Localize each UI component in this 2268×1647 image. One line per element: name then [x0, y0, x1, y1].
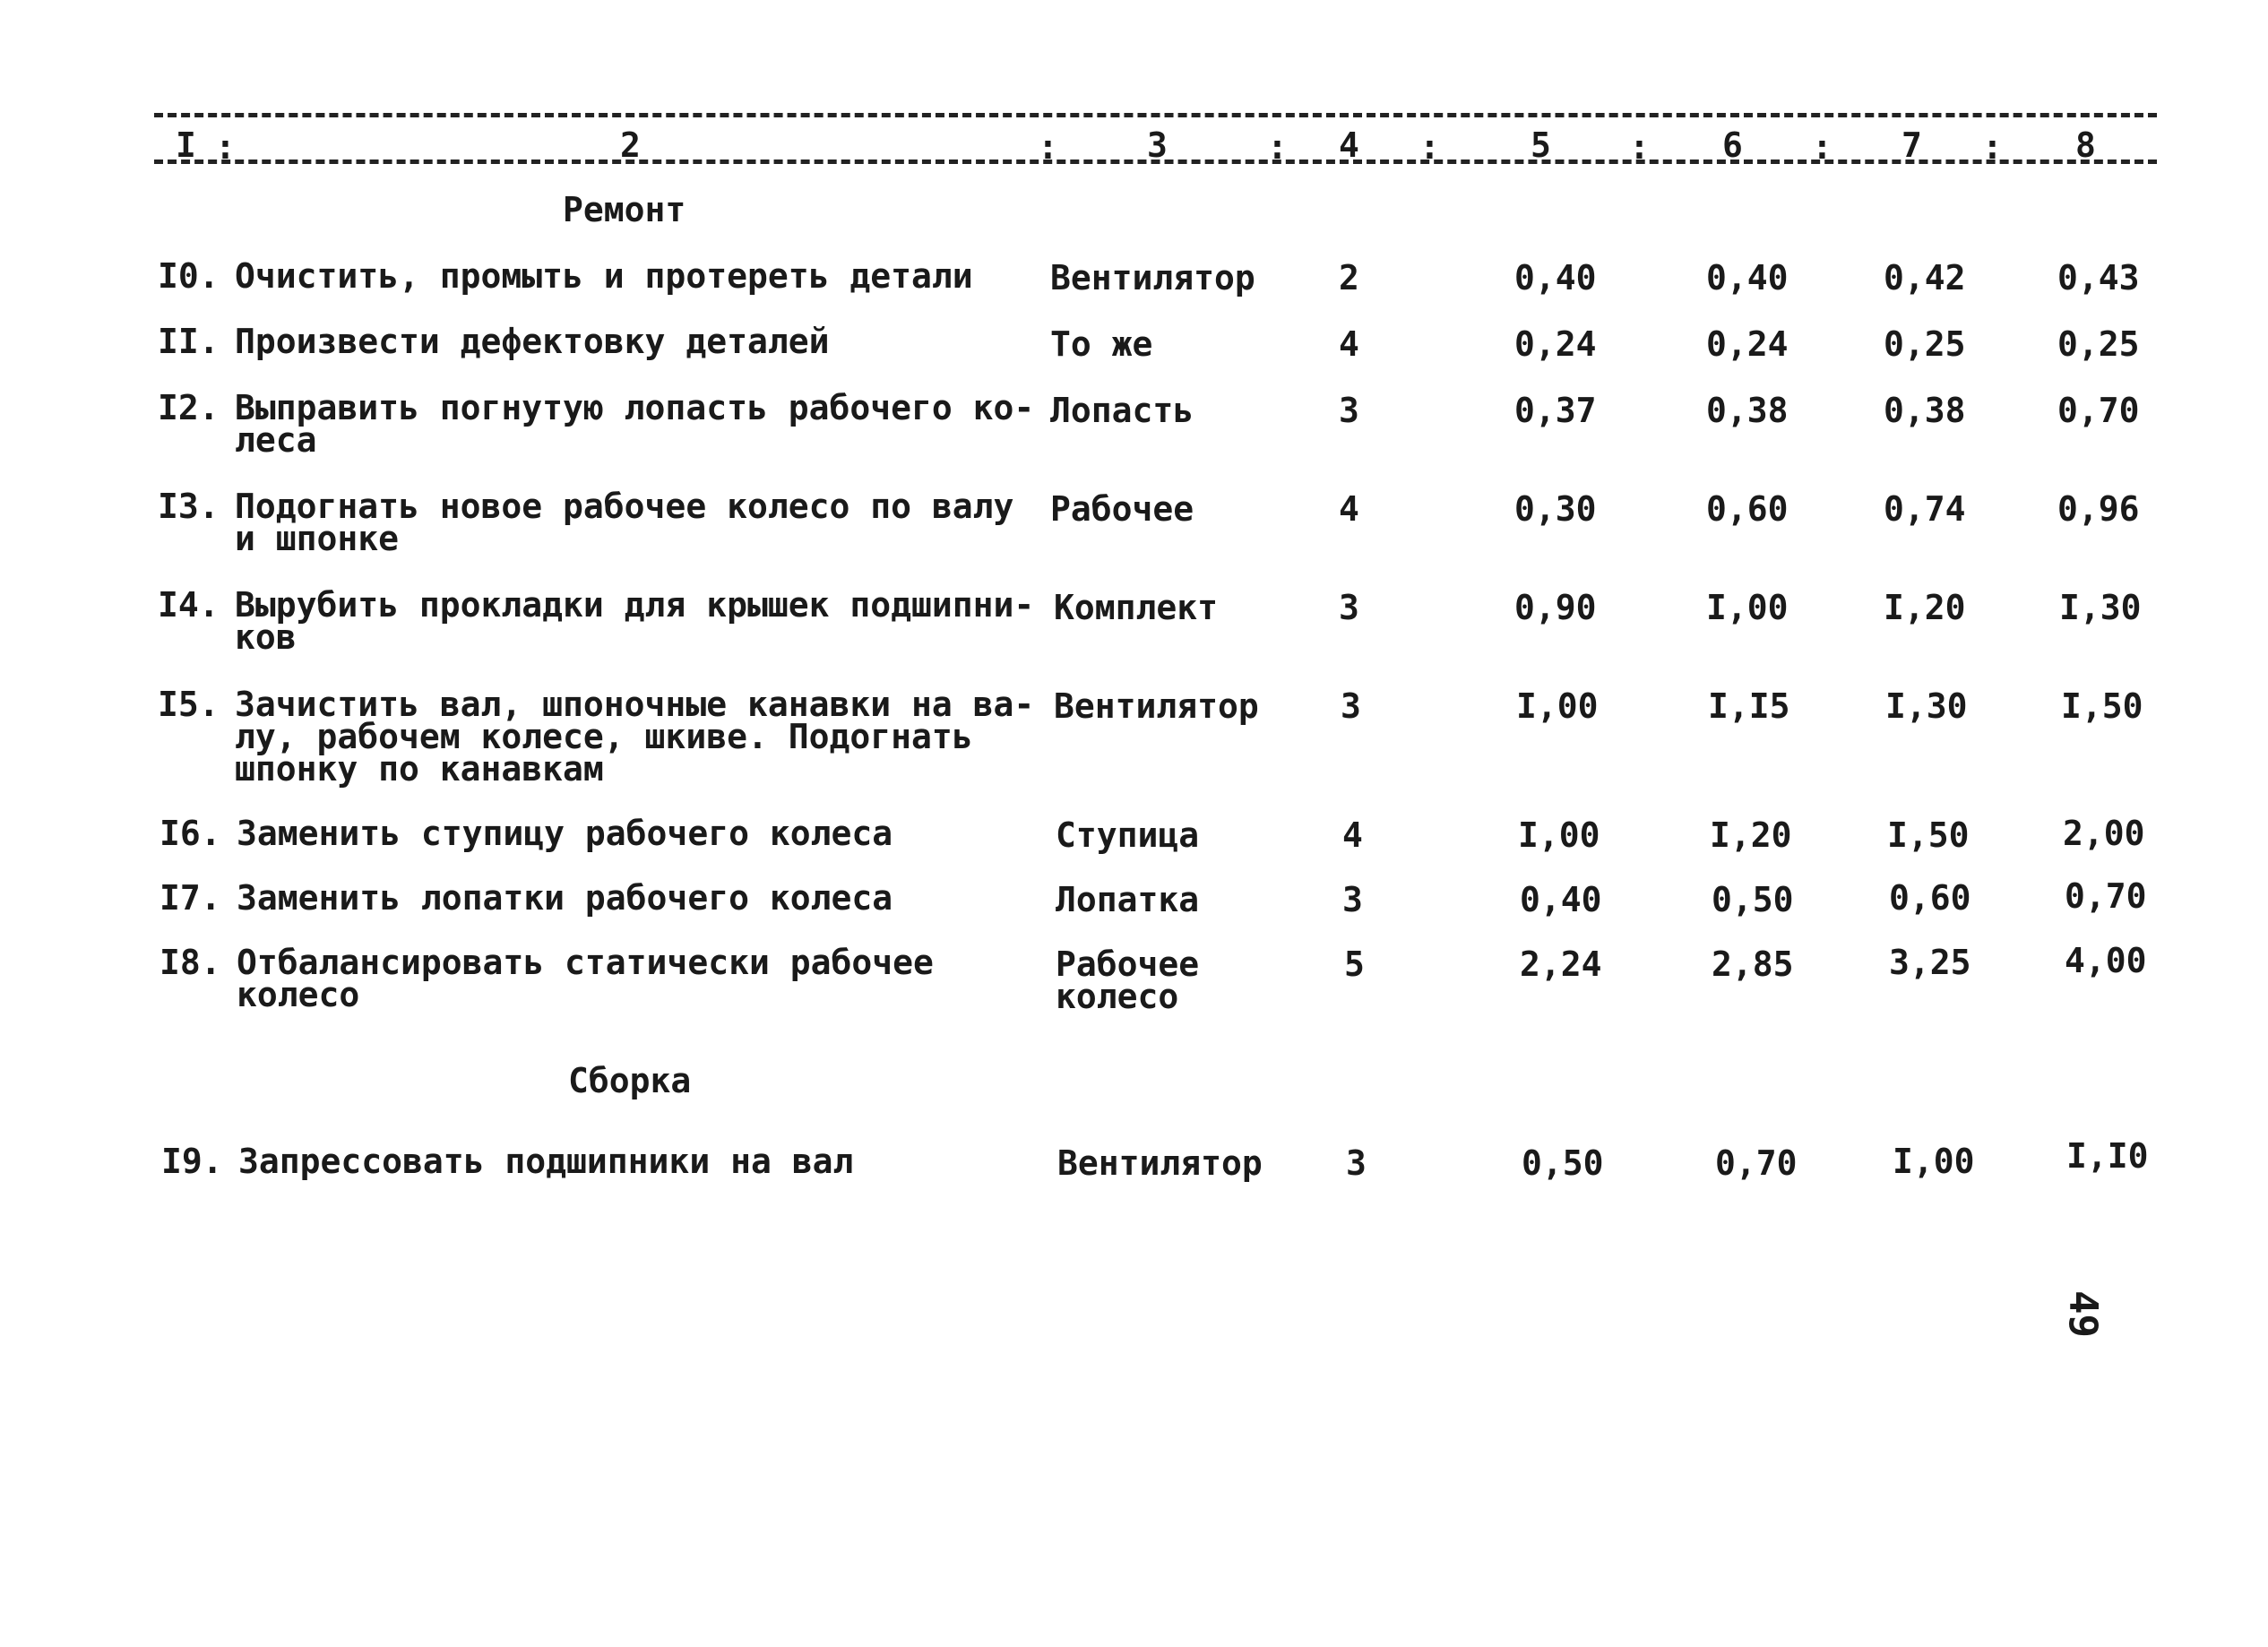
- row-operation: Подогнать новое рабочее колесо по валу и шпонке: [235, 487, 1014, 558]
- row-number: I5.: [158, 685, 220, 724]
- row-col-7: I,30: [1885, 686, 1968, 726]
- row-number: I9.: [161, 1142, 223, 1181]
- row-col-7: I,50: [1887, 815, 1970, 855]
- row-col-5: I,00: [1518, 815, 1600, 855]
- row-col-4: 3: [1341, 686, 1361, 726]
- header-col-1: I: [176, 125, 196, 165]
- row-operation: Запрессовать подшипники на вал: [238, 1142, 854, 1181]
- header-col-6: 6: [1722, 125, 1743, 165]
- row-col-8: I,30: [2059, 588, 2142, 627]
- row-number: I6.: [160, 814, 221, 853]
- row-col-4: 2: [1339, 258, 1359, 297]
- row-unit: Лопасть: [1050, 391, 1194, 430]
- row-col-5: 0,40: [1520, 880, 1602, 919]
- header-col-8: 8: [2075, 125, 2096, 165]
- header-separator: :: [215, 127, 236, 167]
- row-unit: То же: [1050, 324, 1153, 364]
- header-col-5: 5: [1531, 125, 1551, 165]
- row-col-6: I,00: [1706, 588, 1789, 627]
- row-unit: Вентилятор: [1054, 686, 1259, 726]
- row-col-8: I,50: [2061, 686, 2143, 726]
- header-col-4: 4: [1339, 125, 1359, 165]
- header-separator: :: [1982, 127, 2003, 167]
- row-col-8: 0,70: [2065, 876, 2147, 916]
- header-separator: :: [1038, 127, 1058, 167]
- header-separator: :: [1812, 127, 1833, 167]
- row-col-7: 3,25: [1889, 943, 1971, 982]
- row-operation: Произвести дефектовку деталей: [235, 322, 830, 361]
- row-col-4: 3: [1342, 880, 1363, 919]
- row-unit: Лопатка: [1056, 880, 1200, 919]
- row-col-4: 3: [1346, 1143, 1367, 1183]
- row-col-4: 4: [1339, 489, 1359, 529]
- row-operation: Заменить ступицу рабочего колеса: [237, 814, 893, 853]
- row-col-7: 0,42: [1884, 258, 1966, 297]
- row-col-5: 0,24: [1514, 324, 1597, 364]
- row-col-8: 0,96: [2057, 489, 2140, 529]
- section-title-repair: Ремонт: [563, 190, 686, 229]
- header-separator: :: [1419, 127, 1440, 167]
- header-separator: :: [1267, 127, 1288, 167]
- row-col-7: I,00: [1893, 1142, 1975, 1181]
- row-col-6: 2,85: [1712, 944, 1794, 984]
- row-col-4: 4: [1339, 324, 1359, 364]
- row-unit: Вентилятор: [1050, 258, 1255, 297]
- row-col-7: 0,38: [1884, 391, 1966, 430]
- page-number: 49: [2060, 1290, 2106, 1338]
- row-number: I8.: [160, 943, 221, 982]
- row-col-8: I,I0: [2066, 1136, 2149, 1176]
- row-unit: Рабочее колесо: [1056, 944, 1200, 1016]
- row-number: I0.: [158, 256, 220, 296]
- row-col-6: 0,24: [1706, 324, 1789, 364]
- row-operation: Вырубить прокладки для крышек подшипни- ков: [235, 585, 1035, 657]
- row-col-8: 2,00: [2063, 814, 2145, 853]
- row-col-6: I,20: [1710, 815, 1792, 855]
- row-col-5: 0,30: [1514, 489, 1597, 529]
- row-operation: Заменить лопатки рабочего колеса: [237, 878, 893, 918]
- row-col-5: 0,37: [1514, 391, 1597, 430]
- row-col-4: 3: [1339, 588, 1359, 627]
- row-operation: Отбалансировать статически рабочее колесо: [237, 943, 934, 1014]
- row-number: I7.: [160, 878, 221, 918]
- row-col-6: I,I5: [1708, 686, 1790, 726]
- row-col-8: 0,25: [2057, 324, 2140, 364]
- section-title-assembly: Сборка: [568, 1061, 692, 1100]
- row-col-6: 0,60: [1706, 489, 1789, 529]
- row-col-8: 0,43: [2057, 258, 2140, 297]
- header-top-rule: [154, 113, 2157, 117]
- row-col-5: I,00: [1516, 686, 1599, 726]
- row-unit: Комплект: [1054, 588, 1219, 627]
- row-col-5: 0,90: [1514, 588, 1597, 627]
- row-number: II.: [158, 322, 220, 361]
- row-col-5: 0,40: [1514, 258, 1597, 297]
- header-col-3: 3: [1147, 125, 1168, 165]
- row-col-4: 3: [1339, 391, 1359, 430]
- row-unit: Вентилятор: [1057, 1143, 1263, 1183]
- row-operation: Выправить погнутую лопасть рабочего ко- леса: [235, 388, 1035, 460]
- header-col-7: 7: [1901, 125, 1922, 165]
- row-number: I4.: [158, 585, 220, 625]
- row-operation: Зачистить вал, шпоночные канавки на ва- лу, рабочем колесе, шкиве. Подогнать шпонку по канавкам: [235, 685, 1035, 789]
- row-col-4: 5: [1344, 944, 1365, 984]
- row-number: I2.: [158, 388, 220, 427]
- row-col-7: 0,60: [1889, 878, 1971, 918]
- row-unit: Ступица: [1056, 815, 1200, 855]
- row-col-8: 0,70: [2057, 391, 2140, 430]
- row-col-5: 0,50: [1522, 1143, 1604, 1183]
- row-col-7: 0,74: [1884, 489, 1966, 529]
- row-col-6: 0,40: [1706, 258, 1789, 297]
- row-col-6: 0,38: [1706, 391, 1789, 430]
- row-col-4: 4: [1342, 815, 1363, 855]
- row-col-7: I,20: [1884, 588, 1966, 627]
- row-number: I3.: [158, 487, 220, 526]
- row-operation: Очистить, промыть и протереть детали: [235, 256, 973, 296]
- row-unit: Рабочее: [1050, 489, 1194, 529]
- row-col-5: 2,24: [1520, 944, 1602, 984]
- header-separator: :: [1629, 127, 1650, 167]
- row-col-6: 0,70: [1715, 1143, 1798, 1183]
- row-col-8: 4,00: [2065, 941, 2147, 980]
- header-col-2: 2: [620, 125, 641, 165]
- row-col-7: 0,25: [1884, 324, 1966, 364]
- row-col-6: 0,50: [1712, 880, 1794, 919]
